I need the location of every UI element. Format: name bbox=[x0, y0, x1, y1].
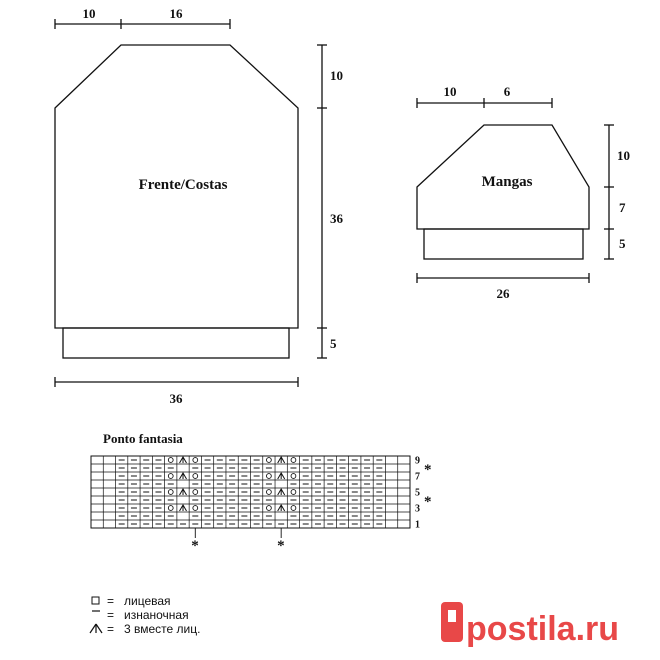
chart-repeat-marks bbox=[191, 462, 431, 554]
yarn-over-icon bbox=[267, 458, 272, 463]
yarn-over-icon bbox=[267, 506, 272, 511]
legend-knit-text: лицевая bbox=[124, 594, 171, 608]
chart-row-number: 7 bbox=[415, 471, 420, 483]
column-repeat-star-icon: * bbox=[191, 538, 199, 554]
chart-row-number: 1 bbox=[415, 519, 420, 531]
sleeve-dim-top-left: 10 bbox=[443, 84, 457, 99]
front-dim-side-bottom: 5 bbox=[330, 336, 337, 351]
legend-item-knit bbox=[92, 594, 171, 608]
sleeve-dim-side-mid: 7 bbox=[619, 200, 626, 215]
watermark bbox=[441, 602, 619, 648]
decrease-3-icon bbox=[90, 624, 102, 633]
decrease-3-icon bbox=[180, 505, 187, 511]
chart-row-numbers bbox=[415, 456, 420, 531]
front-dim-side-top: 10 bbox=[330, 68, 343, 83]
knit-square-icon bbox=[92, 597, 99, 604]
decrease-3-icon bbox=[278, 489, 285, 495]
legend-item-purl bbox=[92, 608, 189, 622]
legend-item-decrease bbox=[90, 622, 200, 636]
legend-decrease-text: 3 вместе лиц. bbox=[124, 622, 201, 636]
svg-text:=: = bbox=[107, 622, 115, 636]
sleeve-dim-bottom: 26 bbox=[496, 286, 510, 301]
front-back-piece bbox=[55, 19, 327, 387]
sleeve-dim-side-bottom: 5 bbox=[619, 236, 626, 251]
stitch-chart bbox=[91, 456, 410, 528]
chart-row-number: 9 bbox=[415, 455, 420, 467]
yarn-over-icon bbox=[193, 474, 198, 479]
legend bbox=[90, 594, 200, 636]
decrease-3-icon bbox=[180, 473, 187, 479]
sleeve-dim-top-right: 6 bbox=[503, 84, 511, 99]
yarn-over-icon bbox=[193, 490, 198, 495]
watermark-logo-icon bbox=[441, 602, 463, 642]
sleeves-label: Mangas bbox=[481, 174, 533, 190]
front-ribbing bbox=[63, 328, 289, 358]
yarn-over-icon bbox=[168, 506, 173, 511]
yarn-over-icon bbox=[267, 474, 272, 479]
sleeve-piece bbox=[417, 98, 614, 283]
svg-text:=: = bbox=[107, 594, 115, 608]
yarn-over-icon bbox=[291, 474, 296, 479]
decrease-3-icon bbox=[278, 505, 285, 511]
yarn-over-icon bbox=[168, 490, 173, 495]
yarn-over-icon bbox=[267, 490, 272, 495]
front-dim-top-left: 10 bbox=[82, 6, 96, 21]
front-dim-bottom: 36 bbox=[169, 391, 183, 406]
decrease-3-icon bbox=[278, 457, 285, 463]
yarn-over-icon bbox=[168, 458, 173, 463]
yarn-over-icon bbox=[291, 458, 296, 463]
front-back-label: Frente/Costas bbox=[138, 177, 228, 193]
svg-text:=: = bbox=[107, 608, 115, 622]
legend-purl-text: изнаночная bbox=[124, 608, 189, 622]
chart-row-number: 5 bbox=[415, 487, 420, 499]
yarn-over-icon bbox=[168, 474, 173, 479]
watermark-text: postila.ru bbox=[466, 610, 620, 648]
front-dim-side-mid: 36 bbox=[330, 211, 343, 226]
front-dim-top-right: 16 bbox=[169, 6, 183, 21]
decrease-3-icon bbox=[180, 489, 187, 495]
decrease-3-icon bbox=[278, 473, 285, 479]
yarn-over-icon bbox=[291, 506, 296, 511]
column-repeat-star-icon: * bbox=[277, 538, 285, 554]
row-repeat-star-icon: * bbox=[424, 494, 432, 510]
decrease-3-icon bbox=[180, 457, 187, 463]
sleeve-cuff bbox=[424, 229, 583, 259]
yarn-over-icon bbox=[291, 490, 296, 495]
chart-row-number: 3 bbox=[415, 503, 420, 515]
yarn-over-icon bbox=[193, 506, 198, 511]
yarn-over-icon bbox=[193, 458, 198, 463]
chart-title: Ponto fantasia bbox=[103, 431, 183, 446]
row-repeat-star-icon: * bbox=[424, 462, 432, 478]
sleeve-dim-side-top: 10 bbox=[617, 148, 630, 163]
